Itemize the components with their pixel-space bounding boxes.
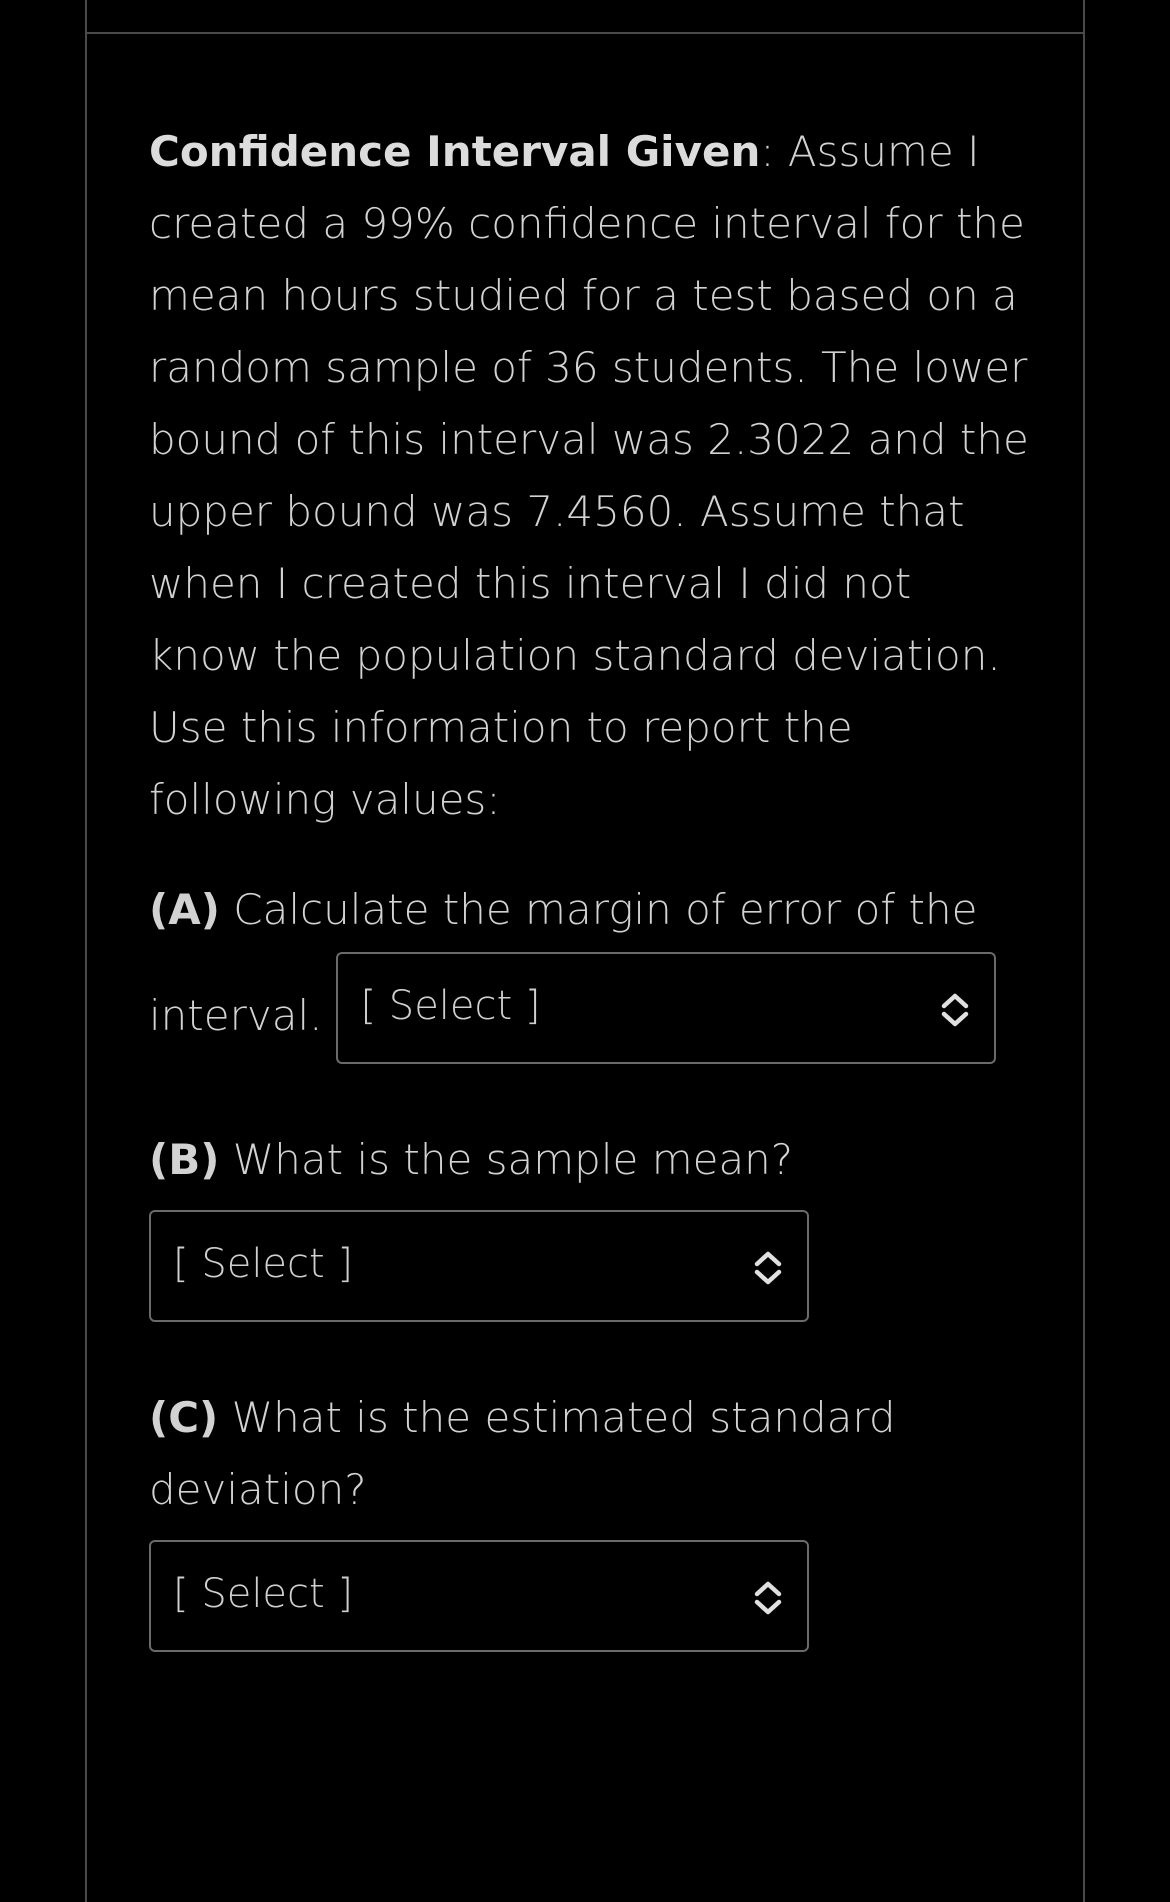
part-c: [149, 1382, 1029, 1652]
part-c-select-value: [ Select ]: [173, 1571, 354, 1617]
part-a-text: Calculate the margin of error of the: [219, 885, 978, 934]
part-b-text: What is the sample mean?: [219, 1135, 794, 1184]
part-a-select[interactable]: [336, 952, 996, 1064]
question-frame: [85, 0, 1085, 1902]
part-b: [149, 1124, 1029, 1322]
question-title-colon: :: [760, 127, 775, 176]
part-c-text: What is the estimated standard deviation?: [149, 1393, 896, 1514]
part-a-prompt: [149, 874, 1029, 946]
part-a-text-continued: interval.: [149, 991, 323, 1040]
part-b-select[interactable]: [149, 1210, 809, 1322]
chevron-up-down-icon: [751, 1576, 785, 1620]
part-b-label: (B): [149, 1135, 220, 1184]
question-title: Confidence Interval Given: [149, 127, 761, 176]
part-c-label: (C): [149, 1393, 219, 1442]
question-text: [149, 116, 1029, 836]
part-c-select[interactable]: [149, 1540, 809, 1652]
part-b-select-value: [ Select ]: [173, 1241, 354, 1287]
part-a-answer-row: [149, 952, 1029, 1064]
question-content: [149, 116, 1029, 1652]
frame-top-bar: [87, 0, 1083, 34]
part-c-prompt: [149, 1382, 1029, 1526]
chevron-up-down-icon: [751, 1246, 785, 1290]
part-a-label: (A): [149, 885, 220, 934]
question-body: Assume I created a 99% confidence interval for the mean hours studied for a test based on a random sample of 36 students. The lower bound of this interval was 2.3022 and the upper bound was 7.4560. Assume that when I created this interval I did not know the population standard deviation. Use this information to report the following values:: [149, 127, 1029, 824]
part-a: [149, 874, 1029, 1064]
part-b-prompt: [149, 1124, 1029, 1196]
chevron-up-down-icon: [938, 988, 972, 1032]
part-a-select-value: [ Select ]: [360, 983, 541, 1029]
